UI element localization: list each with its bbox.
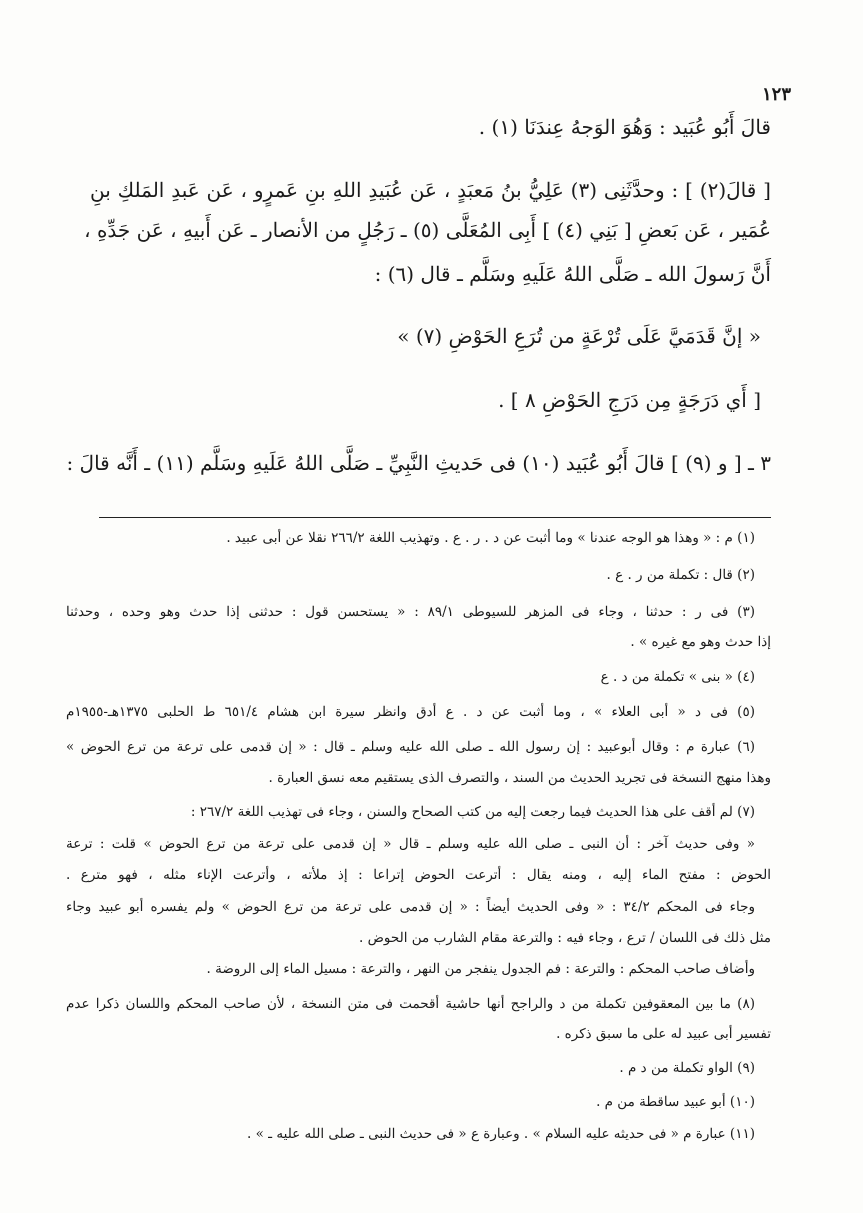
footnote-line: وجاء فى المحكم ٣٤/٢ : « وفى الحديث أيضاً : « إن قدمى على ترعة من ترع الحوض » ولم يفسره أبو عبيد وجاء [66, 899, 755, 915]
footnote-line: الحوض : مفتح الماء إليه ، ومنه يقال : أترعت الحوض إتراعا : إذ ملأته ، وأترعت الإناء مثله ، فهو مترع . [66, 867, 771, 883]
footnote-line: مثل ذلك فى اللسان / ترع ، وجاء فيه : والترعة مقام الشارب من الحوض . [359, 930, 771, 946]
footnote-line: (٤) « بنى » تكملة من د . ع [600, 669, 755, 685]
footnote-line: (٥) فى د « أبى العلاء » ، وما أثبت عن د . ع أدق وانظر سيرة ابن هشام ٦٥١/٤ ط الحلبى ١٣٧٥هـ-١٩٥٥م [66, 704, 755, 720]
footnote-line: (٨) ما بين المعقوفين تكملة من د والراجح أنها حاشية أقحمت فى متن النسخة ، لأن صاحب المحكم واللسان ذكرا عدم [66, 996, 755, 1012]
footnote-line: (٩) الواو تكملة من د م . [619, 1060, 755, 1076]
page-number: ١٢٣ [761, 84, 791, 105]
footnote-line: (٧) لم أقف على هذا الحديث فيما رجعت إليه من كتب الصحاح والسنن ، وجاء فى تهذيب اللغة ٢٦٧/٢ : [190, 804, 755, 820]
text-line: [ قالَ(٢) ] : وحدَّثَنِى (٣) عَلِيُّ بنُ مَعبَدٍ ، عَن عُبَيدِ اللهِ بنِ عَمرٍو ، عَن عَبدِ المَلكِ بنِ [90, 178, 771, 202]
footnote-line: (١) م : « وهذا هو الوجه عندنا » وما أثبت عن د . ر . ع . وتهذيب اللغة ٢٦٦/٢ نقلا عن أبى عبيد . [226, 530, 755, 546]
footnote-line: وأضاف صاحب المحكم : والترعة : فم الجدول ينفجر من النهر ، والترعة : مسيل الماء إلى الروضة . [206, 961, 755, 977]
footnote-line: (٣) فى ر : حدثنا ، وجاء فى المزهر للسيوطى ٨٩/١ : « يستحسن قول : حدثنى إذا حدث وهو وحده ، وحدثنا [66, 604, 755, 620]
text-line: أَنَّ رَسولَ الله ـ صَلَّى اللهُ عَلَيهِ وسَلَّم ـ قال (٦) : [374, 262, 771, 286]
footnote-line: (١٠) أبو عبيد ساقطة من م . [596, 1094, 755, 1110]
section-line: ٣ ـ [ و (٩) ] قالَ أَبُو عُبَيد (١٠) فى حَديثِ النَّبِيِّ ـ صَلَّى اللهُ عَلَيهِ وسَلَّم (١١) ـ أَنَّه قالَ : [66, 451, 771, 475]
text-line: قالَ أَبُو عُبَيد : وَهُوَ الوَجهُ عِندَنَا (١) . [478, 115, 771, 139]
hadith-quote: « إنَّ قَدَمَيَّ عَلَى تُرْعَةٍ من تُرَعِ الحَوْضِ (٧) » [397, 324, 761, 348]
text-line: [ أَي دَرَجَةٍ مِن دَرَجِ الحَوْضِ ٨ ] . [498, 388, 761, 412]
footnote-line: (٦) عبارة م : وقال أبوعبيد : إن رسول الله ـ صلى الله عليه وسلم ـ قال : « إن قدمى على ترعة من ترع الحوض » [66, 739, 755, 755]
footnote-line: وهذا منهج النسخة فى تجريد الحديث من السند ، والتصرف الذى يستقيم معه نسق العبارة . [268, 770, 771, 786]
footnote-line: « وفى حديث آخر : أن النبى ـ صلى الله عليه وسلم ـ قال « إن قدمى على ترعة من ترع الحوض » قلت : ترعة [66, 836, 755, 852]
footnote-line: (١١) عبارة م « فى حديثه عليه السلام » . وعبارة ع « فى حديث النبى ـ صلى الله عليه ـ » . [247, 1126, 755, 1142]
footnote-line: إذا حدث وهو مع غيره » . [630, 634, 771, 650]
text-line: عُمَير ، عَن بَعضِ [ بَنِي (٤) ] أَبِى المُعَلَّى (٥) ـ رَجُلٍ من الأنصار ـ عَن أَبيهِ ، عَن جَدِّهِ ، [84, 218, 771, 242]
footnote-line: (٢) قال : تكملة من ر . ع . [606, 567, 755, 583]
footnote-divider [99, 517, 771, 518]
footnote-line: تفسير أبى عبيد له على ما سبق ذكره . [556, 1026, 771, 1042]
